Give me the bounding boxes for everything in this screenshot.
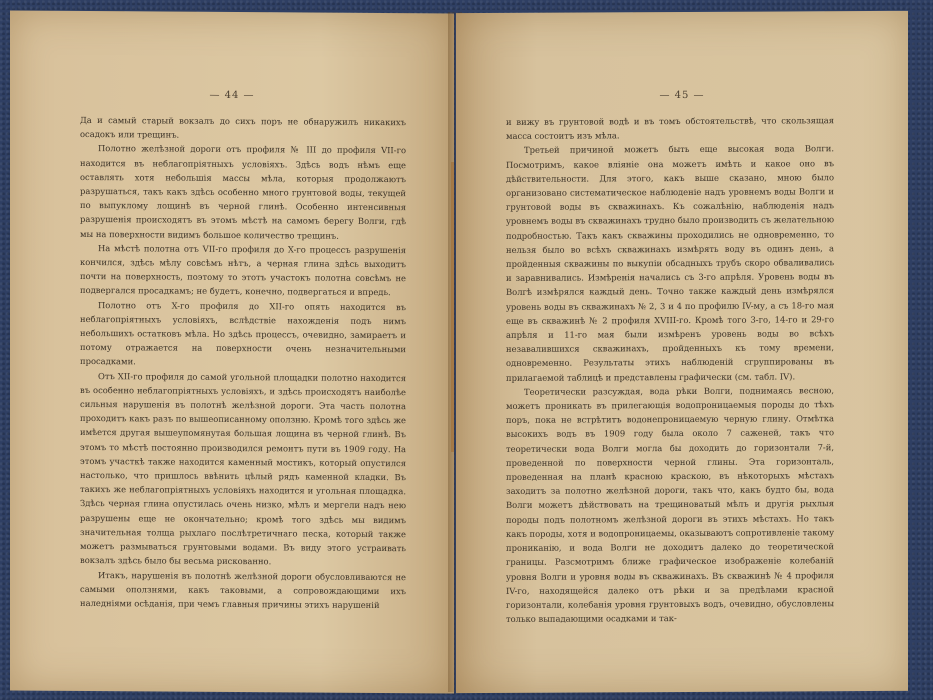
paragraph: Отъ XII-го профиля до самой угольной площадки полотно находится въ особенно неблагопріятныхъ условіяхъ, и здѣсь происходятъ наиболѣе сильныя нарушенія въ полотнѣ желѣзной дороги. Эта часть полотна проходитъ какъ разъ по вышеописанному оползню. Кромѣ того здѣсь же имѣется другая вышеупомянутая большая лощина въ черной глинѣ. Въ этомъ то мѣстѣ постоянно производился ремонтъ пути въ 1909 году. На этомъ участкѣ также находится каменный мостикъ, который опустился настолько, что пришлось ввѣнить цѣлый рядъ каменной кладки. Въ такихъ же неблагопріятныхъ условіяхъ находится и угольная площадка. Здѣсь черная глина опустилась очень низко, мѣлъ и мергели надъ нею разрушены еще не окончательно; кромѣ того здѣсь мы видимъ значительная толща рыхлаго послѣтретичнаго песка, который также можетъ размываться грунтовыми водами. Въ виду этого устраивать вокзалъ здѣсь было бы весьма рискованно.	[80, 370, 406, 567]
left-page-text	[80, 113, 406, 612]
paragraph: Итакъ, нарушенія въ полотнѣ желѣзной дороги обусловливаются не самыми оползнями, какъ таковыми, а сопровождающими ихъ наледніями осѣданія, при чемъ главныя причины этихъ нарушеній	[80, 569, 406, 610]
binding-thread	[451, 162, 454, 452]
page-number-left: — 44 —	[209, 89, 255, 102]
right-page	[456, 11, 908, 693]
paragraph: Да и самый старый вокзалъ до сихъ поръ не обнаружилъ никакихъ осадокъ или трещинъ.	[80, 114, 406, 140]
paragraph: Третьей причиной можетъ быть еще высокая вода Волги. Посмотримъ, какое вліяніе она можетъ имѣть и какое оно въ дѣйствительности. Для этого, какъ выше сказано, мною было организовано систематическое наблюденіе надъ уровнемъ воды Волги и грунтовой воды въ скважинахъ. Къ сожалѣнію, наблюденія надъ уровнемъ воды въ скважинахъ трудно было производить съ желательною подробностью. Такъ какъ скважины проходились не одновременно, то нельзя было во всѣхъ скважинахъ измѣрять воду въ одинъ день, а пройденныя скважины по выкупіи обсадныхъ трубъ скоро обваливались и заравнивались. Измѣренія начались съ 3-го апрѣля. Уровень воды въ Волгѣ измѣрялся каждый день. Точно также каждый день измѣрялся уровень воды въ скважинахъ № 2, 3 и 4 по профилю IV-му, а съ 18-го мая еще въ скважинѣ № 2 профиля XVIII-го. Кромѣ того 3-го, 14-го и 29-го апрѣля и 11-го мая были измѣренъ уровень воды во всѣхъ незавалившихся скважинахъ, пройденныхъ къ тому времени, одновременно. Результаты этихъ наблюденій сгруппированы въ прилагаемой таблицѣ и представлены графически (см. табл. IV).	[506, 143, 834, 383]
paragraph: На мѣстѣ полотна отъ VII-го профиля до X-го процессъ разрушенія кончился, здѣсь мѣлу совсѣмъ нѣтъ, а черная глина здѣсь выходитъ почти на поверхность, поэтому то этотъ участокъ полотна совсѣмъ не подвергался просадкамъ; не будетъ, конечно, подвергаться и впредь.	[80, 242, 406, 298]
page-number-right: — 45 —	[659, 89, 705, 102]
open-book	[10, 12, 908, 692]
left-page	[10, 10, 454, 693]
paragraph: и вижу въ грунтовой водѣ и въ томъ обстоятельствѣ, что скользящая масса состоитъ изъ мѣла.	[506, 115, 834, 142]
right-page-text	[506, 113, 834, 626]
paragraph: Теоретически разсуждая, вода рѣки Волги, поднимаясь весною, можетъ проникать въ прилегающія водопроницаемыя породы до тѣхъ поръ, пока не встрѣтитъ водонепроницаемую черную глину. Отмѣтка высокихъ водъ въ 1909 году была около 7 саженей, такъ что теоретически вода Волги могла бы доходить до горизонтали 7-й, проведенной по поверхности черной глины. Эта горизонталь, проведенная на планѣ красною краскою, въ нѣкоторыхъ мѣстахъ заходитъ за полотно желѣзной дороги, такъ что, какъ будто бы, вода Волги можетъ дѣйствовать на трещиноватый мѣлъ и другія рыхлыя породы подъ полотномъ желѣзной дороги въ этихъ мѣстахъ. Но такъ какъ породы, хотя и водопроницаемы, оказываютъ сопротивленіе такому прониканію, и вода Волги не доходитъ далеко до теоретической границы. Разсмотримъ ближе графическое изображеніе колебаній уровня Волги и уровня воды въ скважинахъ. Въ скважинѣ № 4 профиля IV-го, находящейся далеко отъ рѣки и за предѣлами красной горизонтали, колебанія уровня грунтовыхъ водъ, очевидно, обусловлены только выпадающими осадками и так-	[506, 385, 834, 625]
paragraph: Полотно желѣзной дороги отъ профиля № III до профиля VII-го находится въ неблагопріятныхъ условіяхъ. Здѣсь водъ нѣмъ еще оставлять хотя небольшія массы мѣла, которыя продолжаютъ разрушаться, такъ какъ здѣсь особенно много грунтовой воды, текущей по выпуклому лощинѣ въ черной глинѣ. Особенно интенсивныя разрушенія происходятъ въ этомъ мѣстѣ на самомъ берегу Волги, гдѣ мы на поверхности видимъ большое количество трещинъ.	[80, 143, 406, 241]
paragraph: Полотно отъ X-го профиля до XII-го опять находится въ неблагопріятныхъ условіяхъ, вслѣдствіе нахожденія подъ нимъ небольшихъ остатковъ мѣла. Но здѣсь процессъ, очевидно, замираетъ и потому отражается на поверхности очень незначительными просадками.	[80, 299, 406, 367]
